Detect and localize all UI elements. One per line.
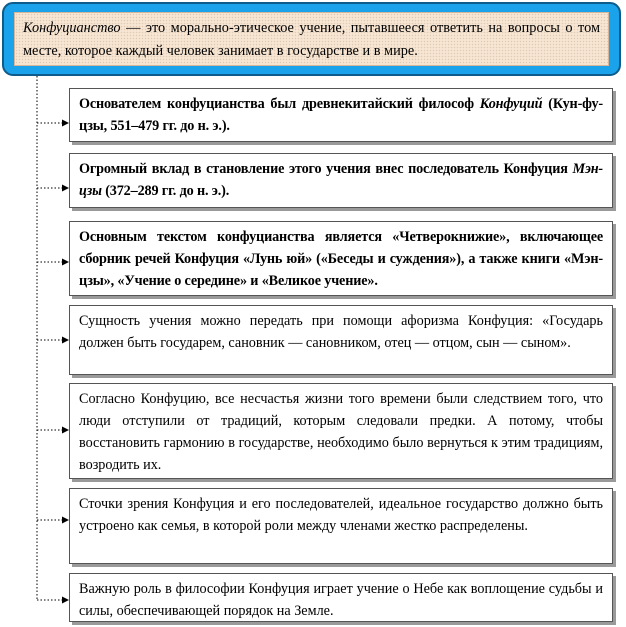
arrow-head-7 (62, 597, 69, 604)
arrow-head-1 (62, 120, 69, 127)
term-definition: — это морально-этическое учение, пытавшееся ответить на вопросы о том месте, которое каждый человек занимает в государстве и в мире. (23, 20, 600, 59)
fact-box-ideal-state: Сточки зрения Конфуция и его последователей, идеальное государство должно быть устроено как семья, в которой роли между членами жестко распределены. (69, 488, 613, 564)
fact-box-canon: Основным текстом конфуцианства является «Четверокнижие», включающее сборник речей Конфуция «Лунь юй» («Беседы и суждения»), а также книги «Мэн-цзы», «Учение о середине» и «Великое учение». (69, 221, 613, 296)
term: Конфуцианство (23, 20, 121, 36)
fact-box-mencius: Огромный вклад в становление этого учения внес последователь Конфуция Мэн-цзы (372–289 гг. до н. э.). (69, 153, 613, 208)
arrow-head-5 (62, 427, 69, 434)
arrow-head-6 (62, 517, 69, 524)
arrow-head-2 (62, 185, 69, 192)
definition-text (14, 12, 609, 66)
arrow-head-4 (62, 337, 69, 344)
fact-box-heaven: Важную роль в философии Конфуция играет учение о Небе как воплощение судьбы и силы, обеспечивающей порядок на Земле. (69, 573, 613, 622)
follower-name: Мэн-цзы (79, 161, 603, 199)
fact-box-founder: Основателем конфуцианства был древнекитайский философ Конфуций (Кун-фу-цзы, 551–479 гг. до н. э.). (69, 88, 613, 142)
arrow-head-3 (62, 259, 69, 266)
fact-box-traditions: Согласно Конфуцию, все несчастья жизни того времени были следствием того, что люди отступили от традиций, которым следовали предки. А потому, чтобы восстановить гармонию в государстве, необходимо было вернуться к этим традициям, возродить их. (69, 383, 613, 479)
fact-box-aphorism: Сущность учения можно передать при помощи афоризма Конфуция: «Государь должен быть государем, сановник — сановником, отец — отцом, сын — сыном». (69, 305, 613, 375)
definition-callout (2, 2, 621, 76)
founder-name: Конфуций (479, 96, 543, 112)
